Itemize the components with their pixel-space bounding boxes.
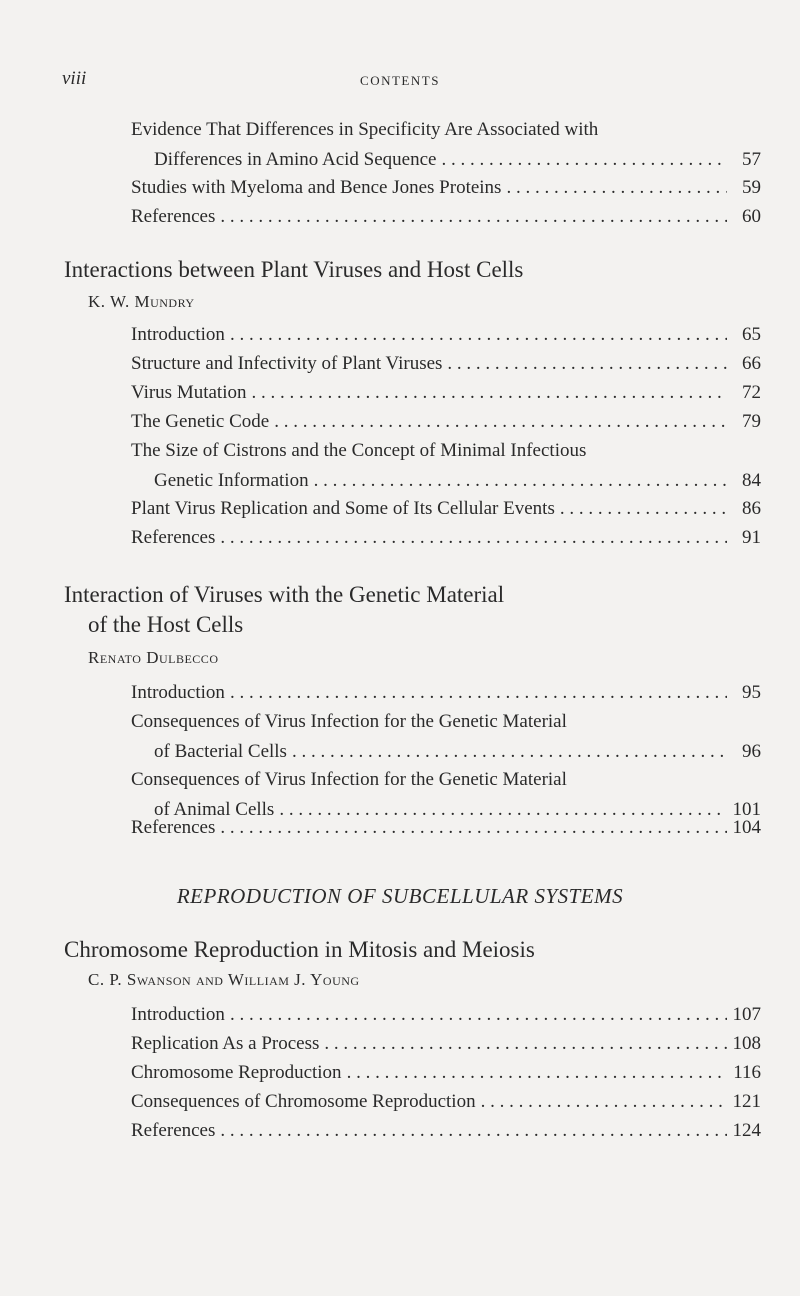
toc-entry xyxy=(131,1000,761,1030)
leader-dots xyxy=(481,1087,727,1117)
leader-dots xyxy=(314,466,727,496)
toc-entry-text: Chromosome Reproduction xyxy=(131,1062,342,1083)
toc-entry xyxy=(131,707,761,767)
toc-entry-text: Consequences of Virus Infection for the Genetic Material xyxy=(131,711,567,732)
toc-entry-text: Differences in Amino Acid Sequence xyxy=(154,149,437,170)
toc-entry xyxy=(131,494,761,524)
toc-entry-text: Introduction xyxy=(131,682,225,703)
toc-entry-line xyxy=(131,145,761,175)
leader-dots xyxy=(220,202,727,232)
leader-dots xyxy=(220,1116,726,1146)
toc-entry-text: Consequences of Virus Infection for the Genetic Material xyxy=(131,769,567,790)
leader-dots xyxy=(441,145,727,175)
leader-dots xyxy=(324,1029,726,1059)
leader-dots xyxy=(220,523,727,553)
chapter-title-line: Interaction of Viruses with the Genetic Material xyxy=(64,582,505,607)
toc-entry xyxy=(131,173,761,203)
toc-entry xyxy=(131,813,761,843)
leader-dots xyxy=(292,737,727,767)
toc-entry-text: of Bacterial Cells xyxy=(154,741,287,762)
toc-entry xyxy=(131,523,761,553)
leader-dots xyxy=(230,678,727,708)
toc-entry xyxy=(131,320,761,350)
toc-entry-text: References xyxy=(131,527,216,548)
toc-page-number: 107 xyxy=(732,1004,761,1025)
leader-dots xyxy=(447,349,727,379)
chapter-title: Interactions between Plant Viruses and Host Cells xyxy=(64,257,524,282)
toc-page-number: 79 xyxy=(742,411,761,432)
leader-dots xyxy=(274,407,727,437)
toc-entry-line xyxy=(131,173,761,203)
toc-page-number: 116 xyxy=(733,1062,761,1083)
toc-page-number: 60 xyxy=(742,206,761,227)
chapter-author: C. P. Swanson and William J. Young xyxy=(88,970,360,989)
toc-page-number: 121 xyxy=(732,1091,761,1112)
chapter-author: Renato Dulbecco xyxy=(88,648,219,667)
toc-entry xyxy=(131,115,761,175)
toc-page-number: 101 xyxy=(732,799,761,820)
toc-entry-line xyxy=(131,202,761,232)
toc-entry-text: Virus Mutation xyxy=(131,382,247,403)
toc-page-number: 108 xyxy=(732,1033,761,1054)
leader-dots xyxy=(560,494,727,524)
toc-entry-text: The Genetic Code xyxy=(131,411,270,432)
toc-entry-text: Structure and Infectivity of Plant Viruses xyxy=(131,353,443,374)
toc-entry-text: Evidence That Differences in Specificity Are Associated with xyxy=(131,119,599,140)
toc-entry xyxy=(131,1029,761,1059)
leader-dots xyxy=(252,378,728,408)
toc-entry-text: The Size of Cistrons and the Concept of Minimal Infectious xyxy=(131,440,587,461)
toc-entry-text: References xyxy=(131,1120,216,1141)
chapter-author: K. W. Mundry xyxy=(88,292,195,311)
toc-page-number: 96 xyxy=(742,741,761,762)
chapter-title: Chromosome Reproduction in Mitosis and Meiosis xyxy=(64,937,535,962)
toc-entry xyxy=(131,436,761,496)
toc-entry xyxy=(131,1116,761,1146)
toc-page-number: 57 xyxy=(742,149,761,170)
toc-entry-text: References xyxy=(131,817,216,838)
toc-page-number: 91 xyxy=(742,527,761,548)
running-head: CONTENTS xyxy=(360,73,440,88)
toc-entry-text: Replication As a Process xyxy=(131,1033,320,1054)
toc-page-number: 65 xyxy=(742,324,761,345)
toc-entry-line xyxy=(131,115,761,145)
toc-entry xyxy=(131,202,761,232)
toc-entry xyxy=(131,349,761,379)
toc-entry xyxy=(131,1058,761,1088)
toc-page-number: 95 xyxy=(742,682,761,703)
toc-entry xyxy=(131,678,761,708)
toc-entry xyxy=(131,378,761,408)
page-number: viii xyxy=(62,68,87,89)
leader-dots xyxy=(220,813,726,843)
toc-page-number: 59 xyxy=(742,177,761,198)
toc-entry xyxy=(131,1087,761,1117)
toc-entry-text: Plant Virus Replication and Some of Its Cellular Events xyxy=(131,498,555,519)
part-heading: REPRODUCTION OF SUBCELLULAR SYSTEMS xyxy=(176,884,624,908)
toc-entry-text: References xyxy=(131,206,216,227)
toc-entry xyxy=(131,407,761,437)
toc-page-number: 86 xyxy=(742,498,761,519)
toc-entry-text: of Animal Cells xyxy=(154,799,275,820)
toc-page-number: 72 xyxy=(742,382,761,403)
toc-entry-text: Consequences of Chromosome Reproduction xyxy=(131,1091,476,1112)
toc-page-number: 84 xyxy=(742,470,761,491)
chapter-title-line: of the Host Cells xyxy=(88,612,244,637)
leader-dots xyxy=(506,173,727,203)
toc-page-number: 124 xyxy=(732,1120,761,1141)
toc-entry-text: Introduction xyxy=(131,1004,225,1025)
toc-entry-text: Genetic Information xyxy=(154,470,309,491)
leader-dots xyxy=(230,320,727,350)
chapter-title xyxy=(64,580,504,640)
leader-dots xyxy=(230,1000,727,1030)
toc-page-number: 66 xyxy=(742,353,761,374)
toc-entry-text: Studies with Myeloma and Bence Jones Proteins xyxy=(131,177,502,198)
toc-page-number: 104 xyxy=(732,817,761,838)
toc-entry-text: Introduction xyxy=(131,324,225,345)
leader-dots xyxy=(347,1058,727,1088)
